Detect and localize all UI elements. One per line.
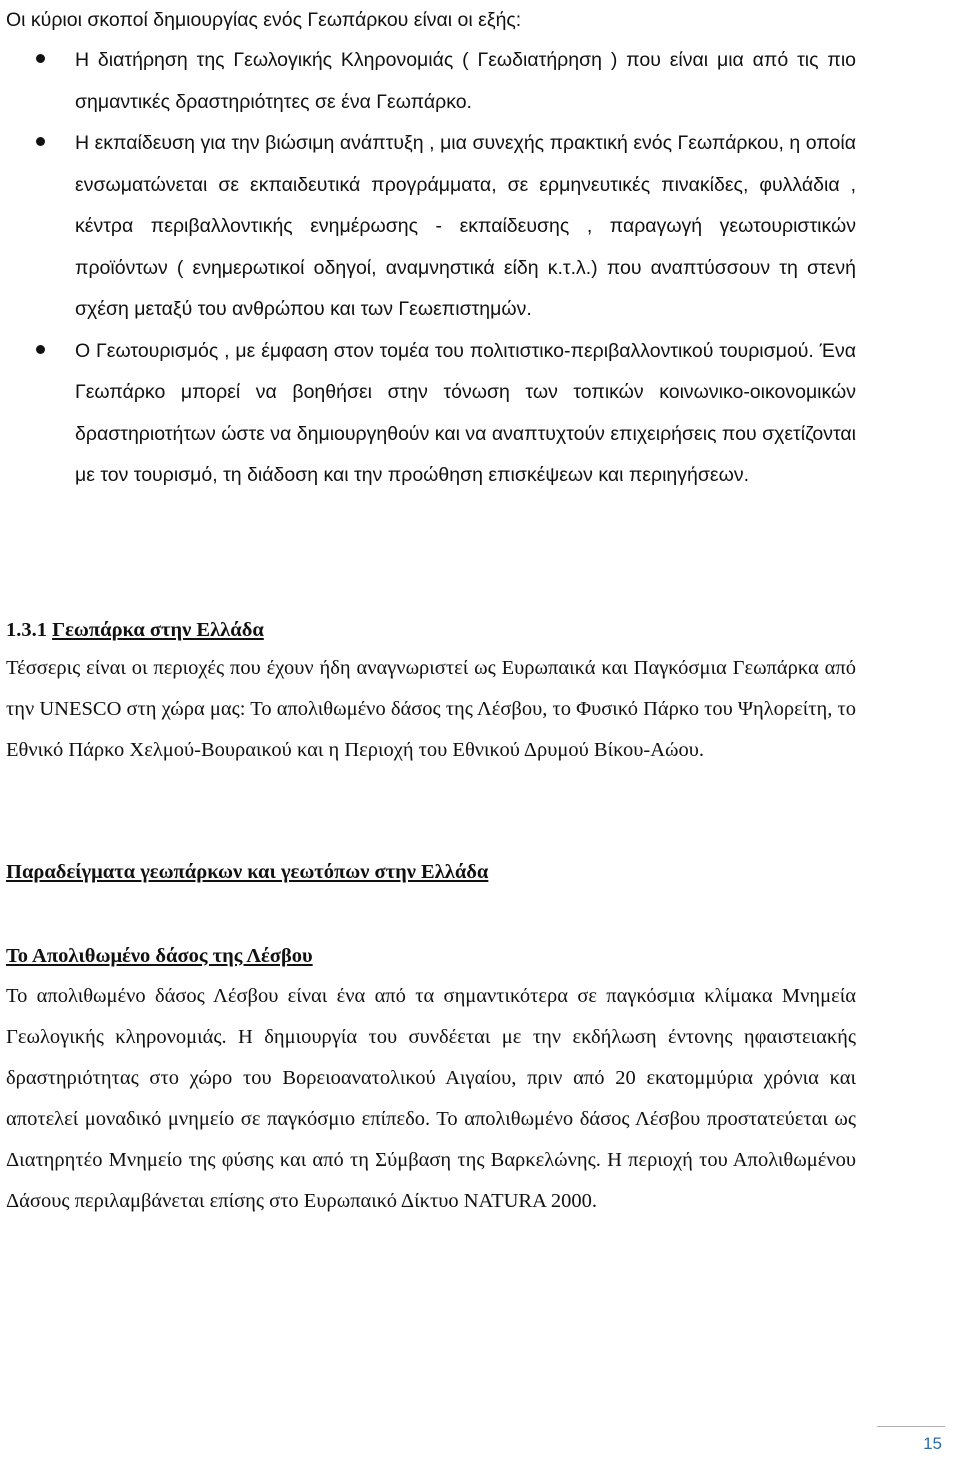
bullet-icon	[36, 345, 45, 354]
intro-text: Οι κύριοι σκοποί δημιουργίας ενός Γεωπάρκου είναι οι εξής:	[6, 9, 522, 31]
page-number: 15	[923, 1434, 942, 1453]
objectives-list	[0, 40, 856, 497]
section-heading	[6, 612, 264, 648]
footer-divider	[877, 1426, 945, 1427]
list-item: Ο Γεωτουρισμός , με έμφαση στον τομέα του πολιτιστικο-περιβαλλοντικού τουρισμού. Ένα Γεωπάρκο μπορεί να βοηθήσει στην τόνωση των τοπικών κοινωνικο-οικονομικών δραστηριοτήτων ώστε να δημιουργηθούν και να αναπτυχτούν επιχειρήσεις που σχετίζονται με τον τουρισμό, τη διάδοση και την προώθηση επισκέψεων και περιηγήσεων.	[0, 331, 856, 497]
section-number: 1.3.1	[6, 619, 47, 641]
lesvos-body: Το απολιθωμένο δάσος Λέσβου είναι ένα από τα σημαντικότερα σε παγκόσμια κλίμακα Μνημεία Γεωλογικής κληρονομιάς. Η δημιουργία του συνδέεται με την εκδήλωση έντονης ηφαιστειακής δραστηριότητας στο χώρο του Βορειοανατολικού Αιγαίου, πριν από 20 εκατομμύρια χρόνια και αποτελεί μοναδικό μνημείο σε παγκόσμιο επίπεδο. Το απολιθωμένο δάσος Λέσβου προστατεύεται ως Διατηρητέο Μνημείο της φύσης και από τη Σύμβαση της Βαρκελώνης. Η περιοχή του Απολιθωμένου Δάσους περιλαμβάνεται επίσης στο Ευρωπαικό Δίκτυο NATURA 2000.	[6, 985, 856, 1212]
lesvos-heading: Το Απολιθωμένο δάσος της Λέσβου	[6, 945, 313, 967]
examples-heading: Παραδείγματα γεωπάρκων και γεωτόπων στην Ελλάδα	[6, 861, 489, 883]
list-item: Η εκπαίδευση για την βιώσιμη ανάπτυξη , μια συνεχής πρακτική ενός Γεωπάρκου, η οποία ενσωματώνεται σε εκπαιδευτικά προγράμματα, σε ερμηνευτικές πινακίδες, φυλλάδια , κέντρα περιβαλλοντικής ενημέρωσης - εκπαίδευσης , παραγωγή γεωτουριστικών προϊόντων ( ενημερωτικοί οδηγοί, αναμνηστικά είδη κ.τ.λ.) που αναπτύσσουν τη στενή σχέση μεταξύ του ανθρώπου και των Γεωεπιστημών.	[0, 123, 856, 331]
bullet-icon	[36, 54, 45, 63]
section-title: Γεωπάρκα στην Ελλάδα	[52, 619, 264, 641]
section-body: Τέσσερις είναι οι περιοχές που έχουν ήδη αναγνωριστεί ως Ευρωπαικά και Παγκόσμια Γεωπάρκα από την UNESCO στη χώρα μας: Το απολιθωμένο δάσος της Λέσβου, το Φυσικό Πάρκο του Ψηλορείτη, το Εθνικό Πάρκο Χελμού-Βουραικού και η Περιοχή του Εθνικού Δρυμού Βίκου-Αώου.	[6, 657, 856, 761]
list-item: Η διατήρηση της Γεωλογικής Κληρονομιάς ( Γεωδιατήρηση ) που είναι μια από τις πιο σημαντικές δραστηριότητες σε ένα Γεωπάρκο.	[0, 40, 856, 123]
bullet-icon	[36, 137, 45, 146]
